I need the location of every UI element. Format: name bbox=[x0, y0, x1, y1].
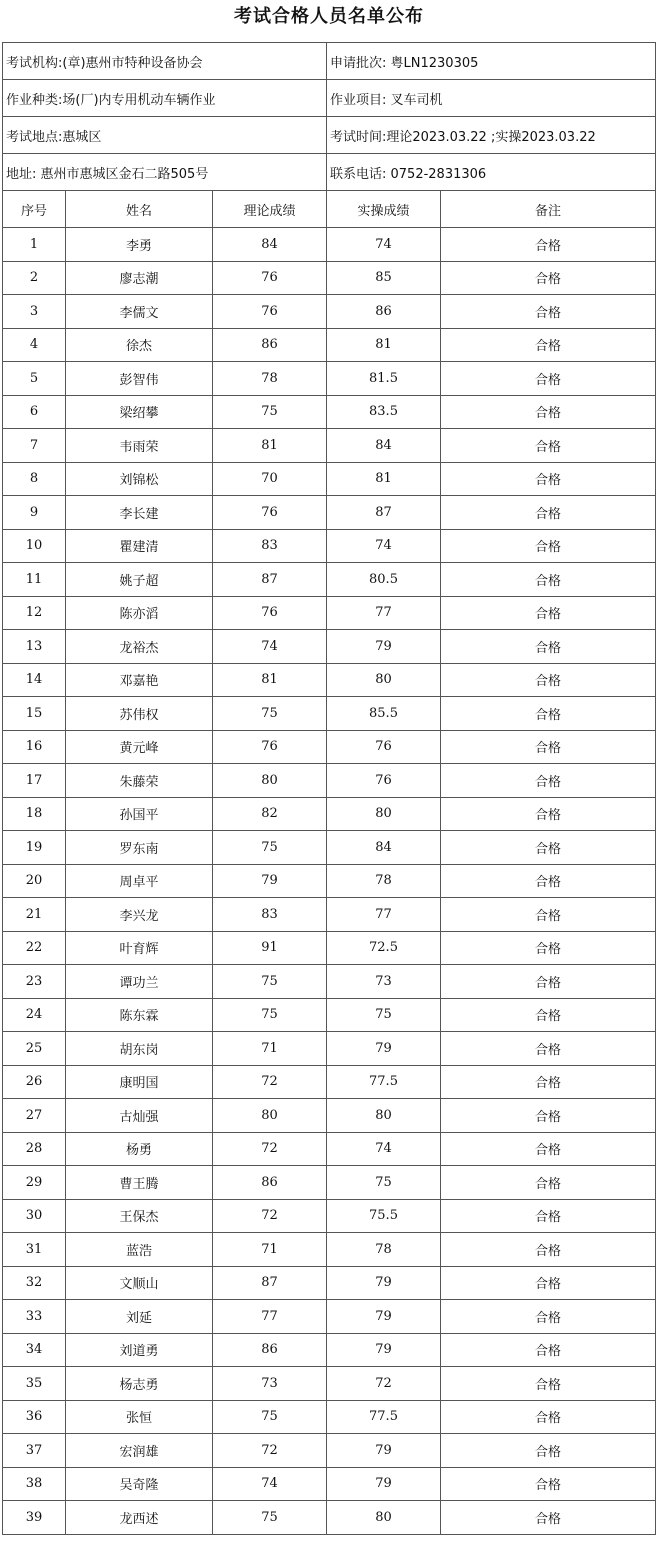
cell-remark: 合格 bbox=[441, 730, 656, 764]
cell-index: 3 bbox=[3, 295, 66, 329]
cell-remark: 合格 bbox=[441, 1266, 656, 1300]
table-row bbox=[3, 1065, 656, 1099]
table-row bbox=[3, 1400, 656, 1434]
contact-phone: 联系电话: 0752-2831306 bbox=[327, 154, 656, 191]
cell-practical-score: 81 bbox=[327, 462, 441, 496]
cell-index: 5 bbox=[3, 362, 66, 396]
cell-remark: 合格 bbox=[441, 1166, 656, 1200]
cell-index: 9 bbox=[3, 496, 66, 530]
cell-practical-score: 73 bbox=[327, 965, 441, 999]
cell-name: 陈东霖 bbox=[66, 998, 213, 1032]
cell-practical-score: 84 bbox=[327, 429, 441, 463]
cell-practical-score: 79 bbox=[327, 1300, 441, 1334]
cell-name: 陈亦滔 bbox=[66, 596, 213, 630]
table-row bbox=[3, 931, 656, 965]
cell-theory-score: 84 bbox=[213, 228, 327, 262]
cell-name: 孙国平 bbox=[66, 797, 213, 831]
cell-remark: 合格 bbox=[441, 1434, 656, 1468]
cell-theory-score: 73 bbox=[213, 1367, 327, 1401]
cell-index: 11 bbox=[3, 563, 66, 597]
cell-theory-score: 74 bbox=[213, 1467, 327, 1501]
cell-practical-score: 77.5 bbox=[327, 1065, 441, 1099]
cell-theory-score: 81 bbox=[213, 663, 327, 697]
cell-index: 12 bbox=[3, 596, 66, 630]
cell-name: 康明国 bbox=[66, 1065, 213, 1099]
cell-practical-score: 84 bbox=[327, 831, 441, 865]
cell-name: 谭功兰 bbox=[66, 965, 213, 999]
cell-remark: 合格 bbox=[441, 228, 656, 262]
cell-remark: 合格 bbox=[441, 965, 656, 999]
cell-theory-score: 91 bbox=[213, 931, 327, 965]
cell-name: 韦雨荣 bbox=[66, 429, 213, 463]
cell-theory-score: 80 bbox=[213, 764, 327, 798]
cell-remark: 合格 bbox=[441, 1501, 656, 1535]
header-index: 序号 bbox=[3, 191, 66, 228]
cell-practical-score: 79 bbox=[327, 1434, 441, 1468]
table-row bbox=[3, 797, 656, 831]
cell-index: 15 bbox=[3, 697, 66, 731]
exam-time: 考试时间:理论2023.03.22 ;实操2023.03.22 bbox=[327, 117, 656, 154]
cell-practical-score: 74 bbox=[327, 228, 441, 262]
cell-remark: 合格 bbox=[441, 864, 656, 898]
cell-practical-score: 79 bbox=[327, 1467, 441, 1501]
cell-name: 邓嘉艳 bbox=[66, 663, 213, 697]
info-row-org bbox=[3, 43, 656, 80]
cell-remark: 合格 bbox=[441, 496, 656, 530]
cell-name: 王保杰 bbox=[66, 1199, 213, 1233]
table-row bbox=[3, 261, 656, 295]
work-type: 作业种类:场(厂)内专用机动车辆作业 bbox=[3, 80, 327, 117]
cell-practical-score: 76 bbox=[327, 764, 441, 798]
cell-theory-score: 72 bbox=[213, 1199, 327, 1233]
table-row bbox=[3, 1333, 656, 1367]
table-row bbox=[3, 1300, 656, 1334]
cell-theory-score: 76 bbox=[213, 261, 327, 295]
cell-index: 17 bbox=[3, 764, 66, 798]
cell-theory-score: 71 bbox=[213, 1032, 327, 1066]
cell-index: 24 bbox=[3, 998, 66, 1032]
cell-theory-score: 83 bbox=[213, 529, 327, 563]
table-row bbox=[3, 663, 656, 697]
cell-practical-score: 72 bbox=[327, 1367, 441, 1401]
cell-remark: 合格 bbox=[441, 764, 656, 798]
cell-theory-score: 81 bbox=[213, 429, 327, 463]
cell-practical-score: 74 bbox=[327, 529, 441, 563]
cell-index: 14 bbox=[3, 663, 66, 697]
cell-name: 朱藤荣 bbox=[66, 764, 213, 798]
cell-theory-score: 76 bbox=[213, 295, 327, 329]
cell-remark: 合格 bbox=[441, 462, 656, 496]
table-row bbox=[3, 697, 656, 731]
cell-theory-score: 75 bbox=[213, 1501, 327, 1535]
cell-index: 31 bbox=[3, 1233, 66, 1267]
cell-index: 18 bbox=[3, 797, 66, 831]
cell-index: 4 bbox=[3, 328, 66, 362]
cell-theory-score: 75 bbox=[213, 395, 327, 429]
cell-remark: 合格 bbox=[441, 1032, 656, 1066]
cell-practical-score: 78 bbox=[327, 864, 441, 898]
table-row bbox=[3, 764, 656, 798]
cell-index: 25 bbox=[3, 1032, 66, 1066]
cell-theory-score: 87 bbox=[213, 563, 327, 597]
table-row bbox=[3, 395, 656, 429]
table-row bbox=[3, 596, 656, 630]
cell-name: 李兴龙 bbox=[66, 898, 213, 932]
cell-name: 曹王腾 bbox=[66, 1166, 213, 1200]
cell-practical-score: 76 bbox=[327, 730, 441, 764]
cell-practical-score: 72.5 bbox=[327, 931, 441, 965]
cell-theory-score: 72 bbox=[213, 1434, 327, 1468]
cell-index: 34 bbox=[3, 1333, 66, 1367]
cell-index: 35 bbox=[3, 1367, 66, 1401]
cell-remark: 合格 bbox=[441, 797, 656, 831]
table-row bbox=[3, 1099, 656, 1133]
cell-name: 李长建 bbox=[66, 496, 213, 530]
cell-index: 1 bbox=[3, 228, 66, 262]
cell-practical-score: 79 bbox=[327, 1032, 441, 1066]
table-row bbox=[3, 1132, 656, 1166]
cell-remark: 合格 bbox=[441, 429, 656, 463]
cell-index: 16 bbox=[3, 730, 66, 764]
cell-theory-score: 75 bbox=[213, 998, 327, 1032]
cell-name: 胡东岗 bbox=[66, 1032, 213, 1066]
info-row-place bbox=[3, 117, 656, 154]
cell-name: 宏润雄 bbox=[66, 1434, 213, 1468]
cell-remark: 合格 bbox=[441, 1065, 656, 1099]
cell-name: 张恒 bbox=[66, 1400, 213, 1434]
cell-practical-score: 79 bbox=[327, 630, 441, 664]
cell-remark: 合格 bbox=[441, 529, 656, 563]
cell-practical-score: 75.5 bbox=[327, 1199, 441, 1233]
cell-index: 36 bbox=[3, 1400, 66, 1434]
cell-practical-score: 77.5 bbox=[327, 1400, 441, 1434]
cell-remark: 合格 bbox=[441, 295, 656, 329]
address: 地址: 惠州市惠城区金石二路505号 bbox=[3, 154, 327, 191]
cell-index: 29 bbox=[3, 1166, 66, 1200]
cell-name: 罗东南 bbox=[66, 831, 213, 865]
table-row bbox=[3, 1367, 656, 1401]
cell-name: 周卓平 bbox=[66, 864, 213, 898]
cell-index: 7 bbox=[3, 429, 66, 463]
table-row bbox=[3, 1032, 656, 1066]
cell-theory-score: 75 bbox=[213, 1400, 327, 1434]
cell-index: 19 bbox=[3, 831, 66, 865]
cell-remark: 合格 bbox=[441, 931, 656, 965]
cell-theory-score: 75 bbox=[213, 697, 327, 731]
cell-name: 龙西述 bbox=[66, 1501, 213, 1535]
cell-theory-score: 75 bbox=[213, 831, 327, 865]
table-row bbox=[3, 1501, 656, 1535]
table-row bbox=[3, 898, 656, 932]
table-row bbox=[3, 965, 656, 999]
info-row-type bbox=[3, 80, 656, 117]
cell-name: 杨勇 bbox=[66, 1132, 213, 1166]
cell-index: 13 bbox=[3, 630, 66, 664]
table-row bbox=[3, 730, 656, 764]
header-remark: 备注 bbox=[441, 191, 656, 228]
table-row bbox=[3, 864, 656, 898]
cell-practical-score: 74 bbox=[327, 1132, 441, 1166]
cell-practical-score: 75 bbox=[327, 1166, 441, 1200]
cell-remark: 合格 bbox=[441, 697, 656, 731]
cell-practical-score: 79 bbox=[327, 1333, 441, 1367]
cell-remark: 合格 bbox=[441, 563, 656, 597]
cell-name: 瞿建清 bbox=[66, 529, 213, 563]
cell-remark: 合格 bbox=[441, 1333, 656, 1367]
table-row bbox=[3, 462, 656, 496]
cell-remark: 合格 bbox=[441, 261, 656, 295]
table-row bbox=[3, 1166, 656, 1200]
cell-theory-score: 70 bbox=[213, 462, 327, 496]
cell-remark: 合格 bbox=[441, 1233, 656, 1267]
cell-index: 32 bbox=[3, 1266, 66, 1300]
table-row bbox=[3, 362, 656, 396]
table-row bbox=[3, 328, 656, 362]
cell-index: 28 bbox=[3, 1132, 66, 1166]
cell-name: 李勇 bbox=[66, 228, 213, 262]
cell-remark: 合格 bbox=[441, 362, 656, 396]
cell-theory-score: 76 bbox=[213, 730, 327, 764]
cell-theory-score: 86 bbox=[213, 1333, 327, 1367]
cell-name: 蓝浩 bbox=[66, 1233, 213, 1267]
cell-index: 20 bbox=[3, 864, 66, 898]
cell-theory-score: 72 bbox=[213, 1132, 327, 1166]
cell-practical-score: 87 bbox=[327, 496, 441, 530]
cell-remark: 合格 bbox=[441, 1467, 656, 1501]
cell-theory-score: 86 bbox=[213, 1166, 327, 1200]
cell-theory-score: 74 bbox=[213, 630, 327, 664]
cell-theory-score: 72 bbox=[213, 1065, 327, 1099]
cell-name: 杨志勇 bbox=[66, 1367, 213, 1401]
cell-theory-score: 83 bbox=[213, 898, 327, 932]
cell-practical-score: 78 bbox=[327, 1233, 441, 1267]
cell-index: 6 bbox=[3, 395, 66, 429]
cell-theory-score: 87 bbox=[213, 1266, 327, 1300]
cell-remark: 合格 bbox=[441, 1099, 656, 1133]
cell-index: 39 bbox=[3, 1501, 66, 1535]
cell-theory-score: 75 bbox=[213, 965, 327, 999]
cell-remark: 合格 bbox=[441, 663, 656, 697]
exam-org: 考试机构:(章)惠州市特种设备协会 bbox=[3, 43, 327, 80]
cell-practical-score: 80 bbox=[327, 1501, 441, 1535]
table-row bbox=[3, 429, 656, 463]
cell-remark: 合格 bbox=[441, 630, 656, 664]
table-row bbox=[3, 295, 656, 329]
cell-index: 22 bbox=[3, 931, 66, 965]
cell-name: 龙裕杰 bbox=[66, 630, 213, 664]
cell-theory-score: 86 bbox=[213, 328, 327, 362]
cell-theory-score: 80 bbox=[213, 1099, 327, 1133]
cell-practical-score: 86 bbox=[327, 295, 441, 329]
cell-practical-score: 77 bbox=[327, 898, 441, 932]
table-row bbox=[3, 1434, 656, 1468]
cell-practical-score: 80.5 bbox=[327, 563, 441, 597]
cell-name: 古灿强 bbox=[66, 1099, 213, 1133]
table-row bbox=[3, 1233, 656, 1267]
cell-practical-score: 81 bbox=[327, 328, 441, 362]
table-row bbox=[3, 831, 656, 865]
table-row bbox=[3, 563, 656, 597]
cell-theory-score: 76 bbox=[213, 496, 327, 530]
cell-index: 27 bbox=[3, 1099, 66, 1133]
cell-practical-score: 81.5 bbox=[327, 362, 441, 396]
cell-practical-score: 85.5 bbox=[327, 697, 441, 731]
cell-theory-score: 71 bbox=[213, 1233, 327, 1267]
cell-practical-score: 77 bbox=[327, 596, 441, 630]
cell-index: 23 bbox=[3, 965, 66, 999]
table-row bbox=[3, 1266, 656, 1300]
cell-name: 叶育辉 bbox=[66, 931, 213, 965]
table-row bbox=[3, 496, 656, 530]
cell-practical-score: 85 bbox=[327, 261, 441, 295]
cell-theory-score: 77 bbox=[213, 1300, 327, 1334]
cell-name: 廖志潮 bbox=[66, 261, 213, 295]
header-name: 姓名 bbox=[66, 191, 213, 228]
table-row bbox=[3, 1199, 656, 1233]
table-row bbox=[3, 228, 656, 262]
cell-theory-score: 82 bbox=[213, 797, 327, 831]
page-title: 考试合格人员名单公布 bbox=[234, 6, 424, 27]
cell-index: 30 bbox=[3, 1199, 66, 1233]
table-row bbox=[3, 1467, 656, 1501]
cell-remark: 合格 bbox=[441, 395, 656, 429]
cell-index: 33 bbox=[3, 1300, 66, 1334]
table-row bbox=[3, 630, 656, 664]
cell-practical-score: 80 bbox=[327, 1099, 441, 1133]
cell-remark: 合格 bbox=[441, 1400, 656, 1434]
cell-practical-score: 80 bbox=[327, 663, 441, 697]
cell-name: 苏伟权 bbox=[66, 697, 213, 731]
cell-remark: 合格 bbox=[441, 1199, 656, 1233]
cell-practical-score: 79 bbox=[327, 1266, 441, 1300]
cell-name: 姚子超 bbox=[66, 563, 213, 597]
cell-remark: 合格 bbox=[441, 831, 656, 865]
exam-place: 考试地点:惠城区 bbox=[3, 117, 327, 154]
table-row bbox=[3, 998, 656, 1032]
cell-remark: 合格 bbox=[441, 328, 656, 362]
cell-index: 21 bbox=[3, 898, 66, 932]
cell-name: 刘道勇 bbox=[66, 1333, 213, 1367]
cell-theory-score: 78 bbox=[213, 362, 327, 396]
cell-remark: 合格 bbox=[441, 898, 656, 932]
cell-remark: 合格 bbox=[441, 1300, 656, 1334]
cell-theory-score: 79 bbox=[213, 864, 327, 898]
cell-name: 徐杰 bbox=[66, 328, 213, 362]
table-row bbox=[3, 529, 656, 563]
cell-name: 黄元峰 bbox=[66, 730, 213, 764]
cell-name: 刘锦松 bbox=[66, 462, 213, 496]
cell-practical-score: 83.5 bbox=[327, 395, 441, 429]
cell-index: 26 bbox=[3, 1065, 66, 1099]
cell-name: 李儒文 bbox=[66, 295, 213, 329]
cell-index: 8 bbox=[3, 462, 66, 496]
cell-theory-score: 76 bbox=[213, 596, 327, 630]
cell-name: 彭智伟 bbox=[66, 362, 213, 396]
work-item: 作业项目: 叉车司机 bbox=[327, 80, 656, 117]
table-header-row bbox=[3, 191, 656, 228]
cell-practical-score: 75 bbox=[327, 998, 441, 1032]
cell-remark: 合格 bbox=[441, 1132, 656, 1166]
header-practical-score: 实操成绩 bbox=[327, 191, 441, 228]
cell-index: 37 bbox=[3, 1434, 66, 1468]
cell-name: 文顺山 bbox=[66, 1266, 213, 1300]
cell-name: 吴奇隆 bbox=[66, 1467, 213, 1501]
info-row-address bbox=[3, 154, 656, 191]
cell-remark: 合格 bbox=[441, 998, 656, 1032]
cell-remark: 合格 bbox=[441, 1367, 656, 1401]
cell-practical-score: 80 bbox=[327, 797, 441, 831]
header-theory-score: 理论成绩 bbox=[213, 191, 327, 228]
cell-index: 10 bbox=[3, 529, 66, 563]
cell-name: 刘延 bbox=[66, 1300, 213, 1334]
apply-batch: 申请批次: 粤LN1230305 bbox=[327, 43, 656, 80]
cell-remark: 合格 bbox=[441, 596, 656, 630]
cell-name: 梁绍攀 bbox=[66, 395, 213, 429]
results-table bbox=[2, 42, 656, 1535]
cell-index: 2 bbox=[3, 261, 66, 295]
cell-index: 38 bbox=[3, 1467, 66, 1501]
